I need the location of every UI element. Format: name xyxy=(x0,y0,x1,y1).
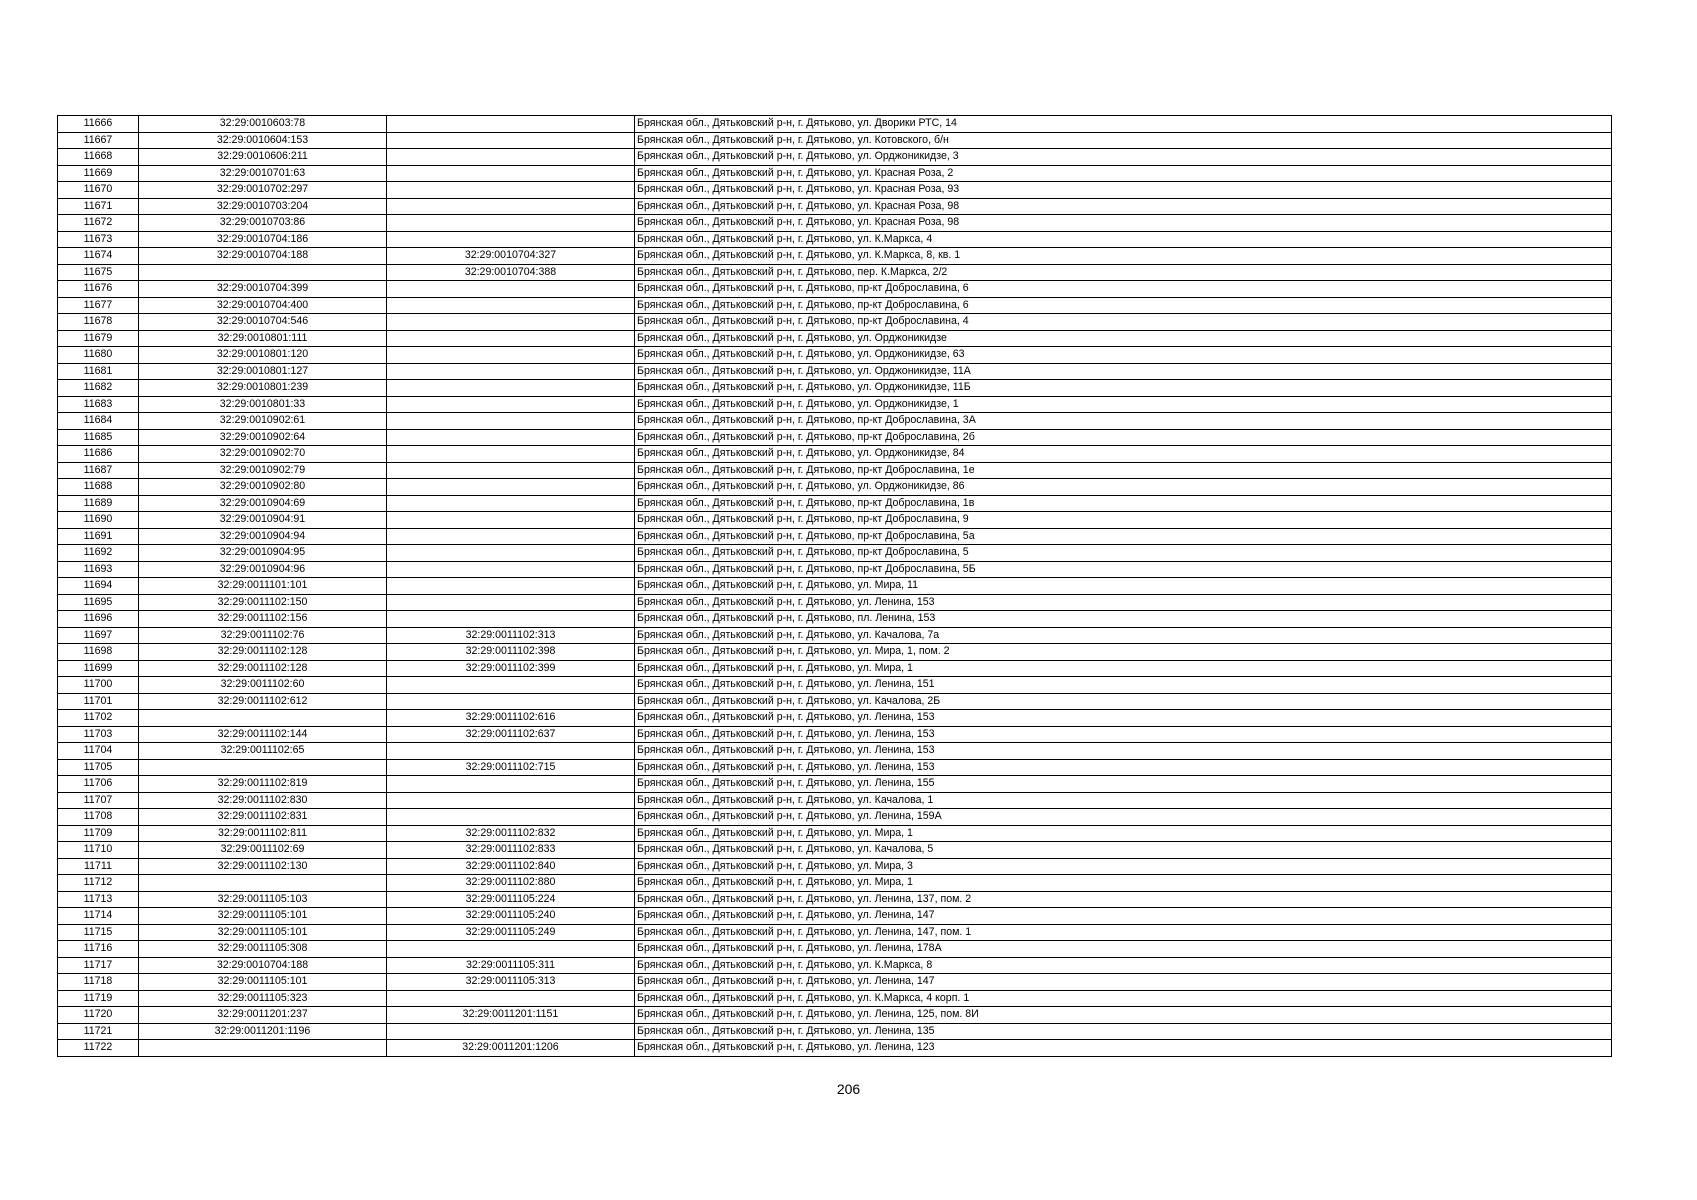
address-cell: Брянская обл., Дятьковский р-н, г. Дятьково, ул. Мира, 1 xyxy=(635,825,1612,842)
cadastral-number-cell: 32:29:0010704:399 xyxy=(139,281,387,298)
table-row xyxy=(58,380,1612,397)
address-cell: Брянская обл., Дятьковский р-н, г. Дятьково, ул. Ленина, 147 xyxy=(635,974,1612,991)
address-cell: Брянская обл., Дятьковский р-н, г. Дятьково, ул. Красная Роза, 98 xyxy=(635,215,1612,232)
row-number-cell: 11716 xyxy=(58,941,139,958)
related-cadastral-number-cell xyxy=(387,347,635,364)
address-cell: Брянская обл., Дятьковский р-н, г. Дятьково, пр-кт Доброславина, 1е xyxy=(635,462,1612,479)
table-row xyxy=(58,644,1612,661)
table-row xyxy=(58,710,1612,727)
table-row xyxy=(58,941,1612,958)
row-number-cell: 11706 xyxy=(58,776,139,793)
address-cell: Брянская обл., Дятьковский р-н, г. Дятьково, ул. Ленина, 147, пом. 1 xyxy=(635,924,1612,941)
related-cadastral-number-cell xyxy=(387,462,635,479)
cadastral-number-cell: 32:29:0010904:95 xyxy=(139,545,387,562)
table-row xyxy=(58,198,1612,215)
cadastral-number-cell xyxy=(139,264,387,281)
row-number-cell: 11682 xyxy=(58,380,139,397)
table-row xyxy=(58,957,1612,974)
cadastral-number-cell: 32:29:0010704:546 xyxy=(139,314,387,331)
cadastral-number-cell: 32:29:0010703:86 xyxy=(139,215,387,232)
table-row xyxy=(58,726,1612,743)
address-cell: Брянская обл., Дятьковский р-н, г. Дятьково, ул. Мира, 1 xyxy=(635,875,1612,892)
related-cadastral-number-cell xyxy=(387,149,635,166)
table-row xyxy=(58,594,1612,611)
related-cadastral-number-cell xyxy=(387,594,635,611)
related-cadastral-number-cell xyxy=(387,132,635,149)
row-number-cell: 11691 xyxy=(58,528,139,545)
cadastral-number-cell: 32:29:0010801:239 xyxy=(139,380,387,397)
address-cell: Брянская обл., Дятьковский р-н, г. Дятьково, пл. Ленина, 153 xyxy=(635,611,1612,628)
related-cadastral-number-cell xyxy=(387,182,635,199)
table-row xyxy=(58,116,1612,133)
row-number-cell: 11710 xyxy=(58,842,139,859)
cadastral-number-cell: 32:29:0011201:1196 xyxy=(139,1023,387,1040)
address-cell: Брянская обл., Дятьковский р-н, г. Дятьково, пер. К.Маркса, 2/2 xyxy=(635,264,1612,281)
cadastral-number-cell: 32:29:0010604:153 xyxy=(139,132,387,149)
row-number-cell: 11681 xyxy=(58,363,139,380)
row-number-cell: 11689 xyxy=(58,495,139,512)
row-number-cell: 11670 xyxy=(58,182,139,199)
address-cell: Брянская обл., Дятьковский р-н, г. Дятьково, ул. Ленина, 125, пом. 8И xyxy=(635,1007,1612,1024)
row-number-cell: 11698 xyxy=(58,644,139,661)
table-row xyxy=(58,314,1612,331)
related-cadastral-number-cell xyxy=(387,330,635,347)
address-cell: Брянская обл., Дятьковский р-н, г. Дятьково, пр-кт Доброславина, 6 xyxy=(635,281,1612,298)
cadastral-number-cell: 32:29:0010702:297 xyxy=(139,182,387,199)
table-row xyxy=(58,297,1612,314)
related-cadastral-number-cell xyxy=(387,743,635,760)
cadastral-number-cell: 32:29:0011105:101 xyxy=(139,924,387,941)
row-number-cell: 11719 xyxy=(58,990,139,1007)
address-cell: Брянская обл., Дятьковский р-н, г. Дятьково, ул. Ленина, 137, пом. 2 xyxy=(635,891,1612,908)
table-row xyxy=(58,611,1612,628)
cadastral-number-cell: 32:29:0010904:96 xyxy=(139,561,387,578)
address-cell: Брянская обл., Дятьковский р-н, г. Дятьково, ул. Мира, 1 xyxy=(635,660,1612,677)
table-row xyxy=(58,479,1612,496)
related-cadastral-number-cell xyxy=(387,429,635,446)
table-row xyxy=(58,825,1612,842)
table-row xyxy=(58,743,1612,760)
related-cadastral-number-cell xyxy=(387,215,635,232)
address-cell: Брянская обл., Дятьковский р-н, г. Дятьково, пр-кт Доброславина, 4 xyxy=(635,314,1612,331)
address-cell: Брянская обл., Дятьковский р-н, г. Дятьково, пр-кт Доброславина, 2б xyxy=(635,429,1612,446)
address-cell: Брянская обл., Дятьковский р-н, г. Дятьково, ул. Качалова, 7а xyxy=(635,627,1612,644)
row-number-cell: 11693 xyxy=(58,561,139,578)
row-number-cell: 11699 xyxy=(58,660,139,677)
row-number-cell: 11667 xyxy=(58,132,139,149)
cadastral-number-cell: 32:29:0011102:130 xyxy=(139,858,387,875)
address-cell: Брянская обл., Дятьковский р-н, г. Дятьково, ул. Мира, 1, пом. 2 xyxy=(635,644,1612,661)
row-number-cell: 11704 xyxy=(58,743,139,760)
table-row xyxy=(58,776,1612,793)
table-row xyxy=(58,132,1612,149)
address-cell: Брянская обл., Дятьковский р-н, г. Дятьково, пр-кт Доброславина, 3А xyxy=(635,413,1612,430)
related-cadastral-number-cell: 32:29:0011102:637 xyxy=(387,726,635,743)
address-cell: Брянская обл., Дятьковский р-н, г. Дятьково, ул. К.Маркса, 8, кв. 1 xyxy=(635,248,1612,265)
row-number-cell: 11669 xyxy=(58,165,139,182)
related-cadastral-number-cell xyxy=(387,495,635,512)
cadastral-number-cell: 32:29:0011102:65 xyxy=(139,743,387,760)
address-cell: Брянская обл., Дятьковский р-н, г. Дятьково, ул. Ленина, 153 xyxy=(635,594,1612,611)
address-cell: Брянская обл., Дятьковский р-н, г. Дятьково, ул. Ленина, 153 xyxy=(635,726,1612,743)
related-cadastral-number-cell: 32:29:0011201:1151 xyxy=(387,1007,635,1024)
address-cell: Брянская обл., Дятьковский р-н, г. Дятьково, ул. Красная Роза, 93 xyxy=(635,182,1612,199)
related-cadastral-number-cell: 32:29:0011102:616 xyxy=(387,710,635,727)
cadastral-number-cell: 32:29:0011102:612 xyxy=(139,693,387,710)
address-cell: Брянская обл., Дятьковский р-н, г. Дятьково, ул. Мира, 3 xyxy=(635,858,1612,875)
row-number-cell: 11666 xyxy=(58,116,139,133)
cadastral-number-cell: 32:29:0011102:60 xyxy=(139,677,387,694)
cadastral-number-cell xyxy=(139,710,387,727)
address-cell: Брянская обл., Дятьковский р-н, г. Дятьково, ул. Красная Роза, 2 xyxy=(635,165,1612,182)
cadastral-number-cell: 32:29:0011105:101 xyxy=(139,908,387,925)
table-row xyxy=(58,182,1612,199)
address-cell: Брянская обл., Дятьковский р-н, г. Дятьково, ул. Ленина, 135 xyxy=(635,1023,1612,1040)
table-row xyxy=(58,215,1612,232)
related-cadastral-number-cell xyxy=(387,363,635,380)
cadastral-number-cell: 32:29:0010902:80 xyxy=(139,479,387,496)
related-cadastral-number-cell: 32:29:0010704:388 xyxy=(387,264,635,281)
cadastral-number-cell: 32:29:0010801:127 xyxy=(139,363,387,380)
cadastral-number-cell: 32:29:0011102:144 xyxy=(139,726,387,743)
table-row xyxy=(58,330,1612,347)
related-cadastral-number-cell xyxy=(387,231,635,248)
row-number-cell: 11721 xyxy=(58,1023,139,1040)
table-row xyxy=(58,347,1612,364)
table-row xyxy=(58,512,1612,529)
row-number-cell: 11712 xyxy=(58,875,139,892)
related-cadastral-number-cell xyxy=(387,281,635,298)
related-cadastral-number-cell: 32:29:0011105:249 xyxy=(387,924,635,941)
related-cadastral-number-cell: 32:29:0011105:224 xyxy=(387,891,635,908)
related-cadastral-number-cell: 32:29:0011102:313 xyxy=(387,627,635,644)
table-row xyxy=(58,413,1612,430)
row-number-cell: 11673 xyxy=(58,231,139,248)
row-number-cell: 11714 xyxy=(58,908,139,925)
cadastral-number-cell: 32:29:0010904:94 xyxy=(139,528,387,545)
address-cell: Брянская обл., Дятьковский р-н, г. Дятьково, пр-кт Доброславина, 5а xyxy=(635,528,1612,545)
address-cell: Брянская обл., Дятьковский р-н, г. Дятьково, пр-кт Доброславина, 9 xyxy=(635,512,1612,529)
cadastral-number-cell: 32:29:0010902:61 xyxy=(139,413,387,430)
row-number-cell: 11687 xyxy=(58,462,139,479)
row-number-cell: 11683 xyxy=(58,396,139,413)
table-row xyxy=(58,627,1612,644)
table-row xyxy=(58,363,1612,380)
related-cadastral-number-cell xyxy=(387,561,635,578)
cadastral-number-cell: 32:29:0011102:76 xyxy=(139,627,387,644)
related-cadastral-number-cell xyxy=(387,1023,635,1040)
address-cell: Брянская обл., Дятьковский р-н, г. Дятьково, ул. Орджоникидзе xyxy=(635,330,1612,347)
cadastral-number-cell: 32:29:0011102:69 xyxy=(139,842,387,859)
table-row xyxy=(58,462,1612,479)
cadastral-number-cell: 32:29:0011201:237 xyxy=(139,1007,387,1024)
row-number-cell: 11677 xyxy=(58,297,139,314)
row-number-cell: 11715 xyxy=(58,924,139,941)
cadastral-number-cell: 32:29:0010902:70 xyxy=(139,446,387,463)
cadastral-number-cell: 32:29:0010704:186 xyxy=(139,231,387,248)
related-cadastral-number-cell xyxy=(387,677,635,694)
cadastral-number-cell: 32:29:0010801:111 xyxy=(139,330,387,347)
row-number-cell: 11684 xyxy=(58,413,139,430)
address-cell: Брянская обл., Дятьковский р-н, г. Дятьково, пр-кт Доброславина, 5Б xyxy=(635,561,1612,578)
cadastral-number-cell: 32:29:0010904:91 xyxy=(139,512,387,529)
row-number-cell: 11678 xyxy=(58,314,139,331)
table-row xyxy=(58,891,1612,908)
cadastral-number-cell: 32:29:0010704:400 xyxy=(139,297,387,314)
cadastral-number-cell: 32:29:0011105:308 xyxy=(139,941,387,958)
related-cadastral-number-cell xyxy=(387,941,635,958)
address-cell: Брянская обл., Дятьковский р-н, г. Дятьково, ул. Ленина, 153 xyxy=(635,743,1612,760)
table-row xyxy=(58,429,1612,446)
related-cadastral-number-cell xyxy=(387,578,635,595)
related-cadastral-number-cell xyxy=(387,165,635,182)
row-number-cell: 11685 xyxy=(58,429,139,446)
table-row xyxy=(58,1023,1612,1040)
row-number-cell: 11676 xyxy=(58,281,139,298)
row-number-cell: 11675 xyxy=(58,264,139,281)
table-row xyxy=(58,809,1612,826)
table-row xyxy=(58,578,1612,595)
row-number-cell: 11702 xyxy=(58,710,139,727)
related-cadastral-number-cell xyxy=(387,528,635,545)
related-cadastral-number-cell xyxy=(387,396,635,413)
address-cell: Брянская обл., Дятьковский р-н, г. Дятьково, ул. Мира, 11 xyxy=(635,578,1612,595)
row-number-cell: 11700 xyxy=(58,677,139,694)
row-number-cell: 11711 xyxy=(58,858,139,875)
address-cell: Брянская обл., Дятьковский р-н, г. Дятьково, ул. Орджоникидзе, 86 xyxy=(635,479,1612,496)
address-cell: Брянская обл., Дятьковский р-н, г. Дятьково, ул. К.Маркса, 8 xyxy=(635,957,1612,974)
address-cell: Брянская обл., Дятьковский р-н, г. Дятьково, ул. Красная Роза, 98 xyxy=(635,198,1612,215)
address-cell: Брянская обл., Дятьковский р-н, г. Дятьково, ул. К.Маркса, 4 корп. 1 xyxy=(635,990,1612,1007)
address-cell: Брянская обл., Дятьковский р-н, г. Дятьково, ул. Ленина, 151 xyxy=(635,677,1612,694)
related-cadastral-number-cell xyxy=(387,776,635,793)
row-number-cell: 11718 xyxy=(58,974,139,991)
cadastral-number-cell: 32:29:0011102:830 xyxy=(139,792,387,809)
row-number-cell: 11708 xyxy=(58,809,139,826)
table-row xyxy=(58,974,1612,991)
related-cadastral-number-cell: 32:29:0011102:833 xyxy=(387,842,635,859)
related-cadastral-number-cell xyxy=(387,809,635,826)
related-cadastral-number-cell xyxy=(387,611,635,628)
cadastral-number-cell: 32:29:0010704:188 xyxy=(139,957,387,974)
address-cell: Брянская обл., Дятьковский р-н, г. Дятьково, ул. Орджоникидзе, 11Б xyxy=(635,380,1612,397)
table-row xyxy=(58,281,1612,298)
row-number-cell: 11688 xyxy=(58,479,139,496)
address-cell: Брянская обл., Дятьковский р-н, г. Дятьково, ул. Ленина, 123 xyxy=(635,1040,1612,1057)
related-cadastral-number-cell xyxy=(387,413,635,430)
cadastral-number-cell: 32:29:0011102:128 xyxy=(139,660,387,677)
table-row xyxy=(58,858,1612,875)
address-cell: Брянская обл., Дятьковский р-н, г. Дятьково, ул. Ленина, 147 xyxy=(635,908,1612,925)
table-row xyxy=(58,792,1612,809)
row-number-cell: 11720 xyxy=(58,1007,139,1024)
table-row xyxy=(58,759,1612,776)
table-row xyxy=(58,495,1612,512)
registry-table xyxy=(57,115,1612,1057)
table-row xyxy=(58,693,1612,710)
address-cell: Брянская обл., Дятьковский р-н, г. Дятьково, пр-кт Доброславина, 5 xyxy=(635,545,1612,562)
row-number-cell: 11709 xyxy=(58,825,139,842)
address-cell: Брянская обл., Дятьковский р-н, г. Дятьково, ул. Орджоникидзе, 3 xyxy=(635,149,1612,166)
address-cell: Брянская обл., Дятьковский р-н, г. Дятьково, ул. Орджоникидзе, 63 xyxy=(635,347,1612,364)
address-cell: Брянская обл., Дятьковский р-н, г. Дятьково, ул. Ленина, 178А xyxy=(635,941,1612,958)
related-cadastral-number-cell: 32:29:0011102:715 xyxy=(387,759,635,776)
table-row xyxy=(58,264,1612,281)
cadastral-number-cell: 32:29:0011105:103 xyxy=(139,891,387,908)
related-cadastral-number-cell xyxy=(387,792,635,809)
table-row xyxy=(58,908,1612,925)
row-number-cell: 11671 xyxy=(58,198,139,215)
table-row xyxy=(58,248,1612,265)
cadastral-number-cell: 32:29:0011102:831 xyxy=(139,809,387,826)
address-cell: Брянская обл., Дятьковский р-н, г. Дятьково, ул. Ленина, 155 xyxy=(635,776,1612,793)
address-cell: Брянская обл., Дятьковский р-н, г. Дятьково, ул. Орджоникидзе, 1 xyxy=(635,396,1612,413)
related-cadastral-number-cell xyxy=(387,198,635,215)
cadastral-number-cell: 32:29:0010603:78 xyxy=(139,116,387,133)
related-cadastral-number-cell: 32:29:0011105:240 xyxy=(387,908,635,925)
related-cadastral-number-cell: 32:29:0011102:880 xyxy=(387,875,635,892)
table-row xyxy=(58,990,1612,1007)
related-cadastral-number-cell xyxy=(387,116,635,133)
cadastral-number-cell: 32:29:0011105:323 xyxy=(139,990,387,1007)
address-cell: Брянская обл., Дятьковский р-н, г. Дятьково, ул. Ленина, 159А xyxy=(635,809,1612,826)
related-cadastral-number-cell xyxy=(387,479,635,496)
related-cadastral-number-cell xyxy=(387,314,635,331)
row-number-cell: 11686 xyxy=(58,446,139,463)
table-row xyxy=(58,1040,1612,1057)
related-cadastral-number-cell xyxy=(387,512,635,529)
related-cadastral-number-cell xyxy=(387,297,635,314)
row-number-cell: 11707 xyxy=(58,792,139,809)
cadastral-number-cell: 32:29:0010902:79 xyxy=(139,462,387,479)
row-number-cell: 11703 xyxy=(58,726,139,743)
row-number-cell: 11701 xyxy=(58,693,139,710)
cadastral-number-cell: 32:29:0011102:811 xyxy=(139,825,387,842)
related-cadastral-number-cell: 32:29:0011105:311 xyxy=(387,957,635,974)
row-number-cell: 11674 xyxy=(58,248,139,265)
table-row xyxy=(58,231,1612,248)
related-cadastral-number-cell: 32:29:0011201:1206 xyxy=(387,1040,635,1057)
cadastral-number-cell: 32:29:0010701:63 xyxy=(139,165,387,182)
cadastral-number-cell: 32:29:0010704:188 xyxy=(139,248,387,265)
related-cadastral-number-cell xyxy=(387,446,635,463)
table-row xyxy=(58,677,1612,694)
address-cell: Брянская обл., Дятьковский р-н, г. Дятьково, ул. Котовского, б/н xyxy=(635,132,1612,149)
row-number-cell: 11690 xyxy=(58,512,139,529)
related-cadastral-number-cell xyxy=(387,693,635,710)
address-cell: Брянская обл., Дятьковский р-н, г. Дятьково, ул. Ленина, 153 xyxy=(635,710,1612,727)
row-number-cell: 11705 xyxy=(58,759,139,776)
related-cadastral-number-cell: 32:29:0010704:327 xyxy=(387,248,635,265)
related-cadastral-number-cell: 32:29:0011105:313 xyxy=(387,974,635,991)
cadastral-number-cell: 32:29:0010801:120 xyxy=(139,347,387,364)
row-number-cell: 11680 xyxy=(58,347,139,364)
row-number-cell: 11672 xyxy=(58,215,139,232)
related-cadastral-number-cell: 32:29:0011102:832 xyxy=(387,825,635,842)
address-cell: Брянская обл., Дятьковский р-н, г. Дятьково, ул. Орджоникидзе, 84 xyxy=(635,446,1612,463)
related-cadastral-number-cell: 32:29:0011102:399 xyxy=(387,660,635,677)
cadastral-number-cell: 32:29:0011102:819 xyxy=(139,776,387,793)
table-row xyxy=(58,446,1612,463)
table-row xyxy=(58,165,1612,182)
cadastral-number-cell: 32:29:0010902:64 xyxy=(139,429,387,446)
cadastral-number-cell: 32:29:0011101:101 xyxy=(139,578,387,595)
row-number-cell: 11717 xyxy=(58,957,139,974)
table-row xyxy=(58,528,1612,545)
address-cell: Брянская обл., Дятьковский р-н, г. Дятьково, ул. Ленина, 153 xyxy=(635,759,1612,776)
row-number-cell: 11692 xyxy=(58,545,139,562)
cadastral-number-cell xyxy=(139,1040,387,1057)
table-row xyxy=(58,149,1612,166)
address-cell: Брянская обл., Дятьковский р-н, г. Дятьково, ул. Качалова, 5 xyxy=(635,842,1612,859)
address-cell: Брянская обл., Дятьковский р-н, г. Дятьково, ул. К.Маркса, 4 xyxy=(635,231,1612,248)
row-number-cell: 11695 xyxy=(58,594,139,611)
page-number: 206 xyxy=(836,1081,861,1097)
table-row xyxy=(58,545,1612,562)
address-cell: Брянская обл., Дятьковский р-н, г. Дятьково, ул. Орджоникидзе, 11А xyxy=(635,363,1612,380)
table-row xyxy=(58,1007,1612,1024)
cadastral-number-cell: 32:29:0011102:128 xyxy=(139,644,387,661)
related-cadastral-number-cell: 32:29:0011102:840 xyxy=(387,858,635,875)
row-number-cell: 11722 xyxy=(58,1040,139,1057)
table-row xyxy=(58,396,1612,413)
cadastral-number-cell: 32:29:0010904:69 xyxy=(139,495,387,512)
row-number-cell: 11679 xyxy=(58,330,139,347)
table-row xyxy=(58,842,1612,859)
cadastral-number-cell: 32:29:0011102:156 xyxy=(139,611,387,628)
related-cadastral-number-cell xyxy=(387,380,635,397)
address-cell: Брянская обл., Дятьковский р-н, г. Дятьково, ул. Качалова, 2Б xyxy=(635,693,1612,710)
related-cadastral-number-cell xyxy=(387,545,635,562)
table-row xyxy=(58,660,1612,677)
cadastral-number-cell: 32:29:0010801:33 xyxy=(139,396,387,413)
cadastral-number-cell xyxy=(139,875,387,892)
address-cell: Брянская обл., Дятьковский р-н, г. Дятьково, пр-кт Доброславина, 1в xyxy=(635,495,1612,512)
row-number-cell: 11696 xyxy=(58,611,139,628)
row-number-cell: 11694 xyxy=(58,578,139,595)
related-cadastral-number-cell xyxy=(387,990,635,1007)
table-row xyxy=(58,924,1612,941)
table-row xyxy=(58,875,1612,892)
cadastral-number-cell: 32:29:0010606:211 xyxy=(139,149,387,166)
registry-table-body xyxy=(58,116,1612,1057)
address-cell: Брянская обл., Дятьковский р-н, г. Дятьково, пр-кт Доброславина, 6 xyxy=(635,297,1612,314)
cadastral-number-cell: 32:29:0011105:101 xyxy=(139,974,387,991)
row-number-cell: 11668 xyxy=(58,149,139,166)
address-cell: Брянская обл., Дятьковский р-н, г. Дятьково, ул. Дворики РТС, 14 xyxy=(635,116,1612,133)
address-cell: Брянская обл., Дятьковский р-н, г. Дятьково, ул. Качалова, 1 xyxy=(635,792,1612,809)
cadastral-number-cell: 32:29:0011102:150 xyxy=(139,594,387,611)
cadastral-number-cell: 32:29:0010703:204 xyxy=(139,198,387,215)
table-row xyxy=(58,561,1612,578)
row-number-cell: 11713 xyxy=(58,891,139,908)
cadastral-number-cell xyxy=(139,759,387,776)
row-number-cell: 11697 xyxy=(58,627,139,644)
related-cadastral-number-cell: 32:29:0011102:398 xyxy=(387,644,635,661)
